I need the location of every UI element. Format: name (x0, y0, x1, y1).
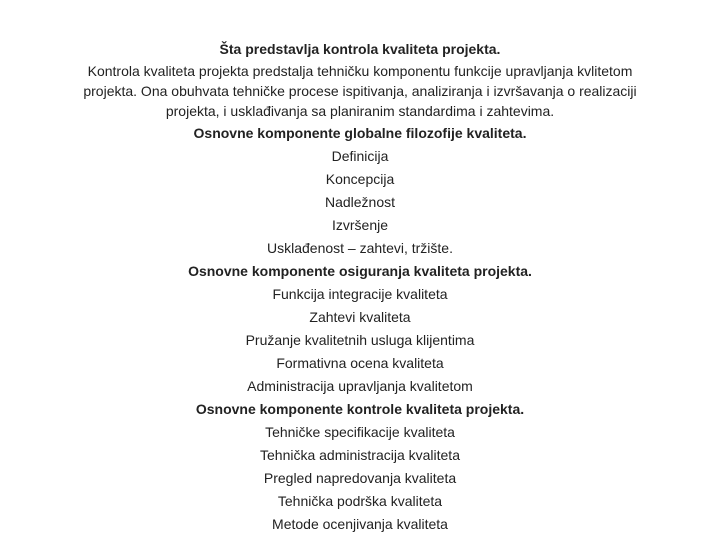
section-quality-assurance (0, 260, 720, 398)
list-item: Tehničke specifikacije kvaliteta (265, 424, 455, 440)
list-item: Pregled napredovanja kvaliteta (263, 470, 457, 486)
section-global-philosophy (0, 122, 720, 260)
list-item: Pružanje kvalitetnih usluga klijentima (245, 332, 475, 348)
section-heading: Osnovne komponente osiguranja kvaliteta projekta. (188, 263, 532, 279)
list-item: Nadležnost (324, 194, 396, 210)
intro-paragraph (60, 61, 660, 122)
page-title: Šta predstavlja kontrola kvaliteta projekta. (219, 41, 501, 57)
list-item: Usklađenost – zahtevi, tržište. (267, 240, 453, 256)
list-item: Definicija (331, 148, 389, 164)
list-item: Izvršenje (331, 217, 389, 233)
list-item: Administracija upravljanja kvalitetom (247, 378, 473, 394)
section-quality-control (0, 398, 720, 536)
intro-line: projekta, i usklađivanja sa planiranim standardima i zahtevima. (165, 103, 555, 119)
list-item: Formativna ocena kvaliteta (276, 355, 444, 371)
list-item: Metode ocenjivanja kvaliteta (272, 516, 448, 532)
list-item: Tehnička administracija kvaliteta (260, 447, 460, 463)
intro-line: Kontrola kvaliteta projekta predstalja tehničku komponentu funkcije upravljanja kvlitetom (87, 63, 633, 79)
list-item: Zahtevi kvaliteta (309, 309, 411, 325)
list-item: Funkcija integracije kvaliteta (272, 286, 448, 302)
list-item: Koncepcija (325, 171, 395, 187)
intro-line: projekta. Ona obuhvata tehničke procese ispitivanja, analiziranja i izvršavanja o realizaciji (83, 83, 637, 99)
list-item: Tehnička podrška kvaliteta (277, 493, 443, 509)
section-heading: Osnovne komponente globalne filozofije kvaliteta. (193, 125, 527, 141)
section-heading: Osnovne komponente kontrole kvaliteta projekta. (195, 401, 525, 417)
